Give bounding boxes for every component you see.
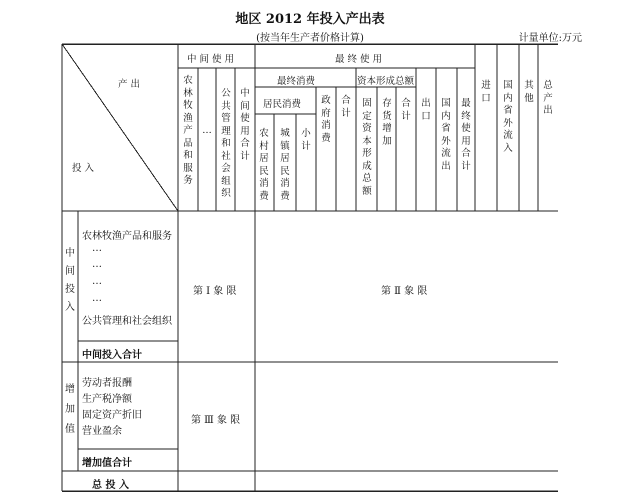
row-total-input: 总 投 入 (92, 480, 129, 491)
col-agri: 农林牧渔产品和服务 (183, 75, 193, 186)
col-inventory: 存货增加 (382, 98, 392, 147)
col-domestic-outflow: 国内省外流出 (441, 98, 451, 172)
col-public: 公共管理和社会组织 (221, 88, 231, 199)
col-capital-total: 合计 (401, 98, 411, 122)
row-depreciation: 固定资产折旧 (82, 410, 142, 421)
row-group-value-added: 增加值 (65, 384, 75, 435)
header-final-use: 最 终 使 用 (335, 54, 383, 65)
row-surplus: 营业盈余 (82, 426, 122, 437)
row-intermediate-input-total: 中间投入合计 (82, 350, 142, 361)
col-final-total: 最终使用合计 (461, 98, 471, 172)
row-value-added-total: 增加值合计 (82, 458, 132, 469)
row-ellipsis-3: … (92, 276, 102, 287)
table-subtitle: (按当年生产者价格计算) (256, 33, 364, 44)
col-export: 出口 (421, 98, 431, 122)
header-household-consumption: 居民消费 (263, 99, 302, 110)
corner-output-label: 产 出 (118, 79, 141, 90)
col-total-output: 总产出 (543, 80, 553, 116)
col-domestic-inflow: 国内省外流入 (503, 80, 513, 154)
row-agri: 农林牧渔产品和服务 (82, 231, 172, 242)
header-intermediate-use: 中 间 使 用 (187, 54, 235, 65)
col-rural: 农村居民消费 (259, 128, 269, 202)
col-intermediate-total: 中间使用合计 (240, 88, 250, 162)
col-urban: 城镇居民消费 (280, 128, 290, 202)
col-consumption-total: 合计 (341, 95, 351, 119)
row-group-intermediate-input: 中间投入 (65, 248, 75, 313)
row-ellipsis-4: … (92, 293, 102, 304)
row-public: 公共管理和社会组织 (82, 316, 172, 327)
corner-input-label: 投 入 (72, 163, 95, 174)
row-ellipsis-1: … (92, 243, 102, 254)
row-ellipsis-2: … (92, 259, 102, 270)
row-net-tax: 生产税净额 (82, 394, 132, 405)
col-import: 进口 (481, 80, 491, 104)
col-subtotal: 小计 (301, 128, 311, 152)
col-fixed-capital: 固定资本形成总额 (362, 98, 372, 197)
quadrant-2: 第 Ⅱ 象 限 (381, 286, 428, 297)
header-final-consumption: 最终消费 (277, 76, 316, 87)
col-ellipsis: … (202, 125, 212, 136)
header-gross-capital: 资本形成总额 (357, 76, 415, 87)
col-government: 政府消费 (321, 95, 331, 144)
row-labor: 劳动者报酬 (82, 378, 132, 389)
quadrant-1: 第 Ⅰ 象 限 (193, 286, 237, 297)
unit-label: 计量单位:万元 (518, 33, 582, 44)
col-other: 其他 (524, 80, 534, 104)
table-title: 地区 2012 年投入产出表 (235, 12, 385, 27)
quadrant-3: 第 Ⅲ 象 限 (191, 415, 241, 426)
